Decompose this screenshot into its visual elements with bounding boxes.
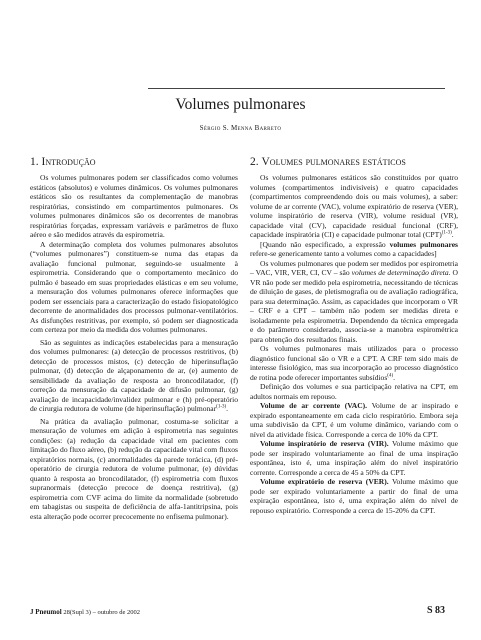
right-column	[250, 156, 458, 515]
paragraph-text: Os volumes pulmonares que podem ser medidos por espirometria – VAC, VIR, VER, CI, CV – são	[250, 258, 458, 277]
section-heading-introduction	[30, 156, 238, 169]
italic-term: volumes de determinação direta	[351, 268, 449, 277]
definition-term: Volume de ar corrente (VAC).	[260, 401, 368, 410]
definition-term: Volume expiratório de reserva (VER).	[260, 477, 389, 486]
section-heading-static-volumes	[250, 156, 458, 169]
emphasis-term: volumes pulmonares	[389, 239, 458, 249]
paragraph-text: São as seguintes as indicações estabelecidas para a mensuração dos volumes pulmonares: (a) detecção de processos restritivos, (b) detecção de processos mistos, (c) detecção de hiperinsuflação pulmonar, (d) detecção de alçaponamento de ar, (e) aumento de sensibilidade da avaliação de resposta ao broncodilatador, (f) correção da mensuração da capacidade de difusão pulmonar, (g) avaliação de incapacidade/invalidez pulmonar e (h) pré-operatório de cirurgia redutora de volume (de hiperinsuflação) pulmonar	[30, 337, 238, 413]
definition-text: Volume máximo que pode ser inspirado voluntariamente ao final de uma inspiração espontânea, isto é, uma inspiração além do nível inspiratório corrente. Corresponde a cerca de 45 a 50% da CPT.	[250, 439, 458, 477]
footer-citation	[30, 608, 140, 616]
paragraph: Na prática da avaliação pulmonar, costuma-se solicitar a mensuração de volumes em adição à espirometria nas seguintes condições: (a) redução da capacidade vital em pacientes com limitação do fluxo aéreo, (b) redução da capacidade vital com fluxos expiratórios normais, (c) anormalidades da parede torácica, (d) pré-operatório de cirurgia redutora de volume pulmonar, (e) dúvidas quanto à resposta ao broncodilatador, (f) espirometria com fluxos supranormais (detecção precoce de doença restritiva), (g) espirometria com CVF acima do limite da normalidade (sobretudo em tabagistas ou suspeita de deficiência de alfa-1antitripsina, pois esta alteração pode ocorrer precocemente no enfisema pulmonar).	[30, 416, 238, 521]
paragraph	[250, 259, 458, 345]
paragraph-text: . O VR não pode ser medido pela espirometria, necessitando de técnicas de diluição de gases, de pletismografia ou de avaliação radiográfica, para sua determinação. Assim, as capacidades que incorporam o VR – CRF e a CPT – também não podem ser medidas direta e isoladamente pela espirometria. Dependendo da técnica empregada e do parâmetro considerado, associa-se a manobra espirométrica para obtenção dos resultados finais.	[250, 268, 458, 344]
paragraph	[250, 240, 458, 259]
paragraph	[250, 173, 458, 240]
section-title: Volumes pulmonares estáticos	[261, 156, 406, 168]
definition-text: Volume de ar inspirado e expirado espontaneamente em cada ciclo respiratório. Embora seja uma subdivisão da CPT, é um volume dinâmico, variando com o nível da atividade física. Corresponde a cerca de 10% da CPT.	[250, 401, 458, 439]
definition-term: Volume inspiratório de reserva (VIR).	[260, 439, 389, 448]
article-author: Sérgio S. Menna Barreto	[199, 124, 282, 132]
journal-issue: 28(Supl 3) – outubro de 2002	[63, 609, 141, 616]
section-number: 2.	[250, 156, 259, 168]
paragraph-end: .	[226, 404, 229, 413]
paragraph: Definição dos volumes e sua participação relativa na CPT, em adultos normais em repouso.	[250, 382, 458, 401]
paragraph-text: [Quando não especificado, a expressão	[260, 239, 390, 249]
section-title: Introdução	[41, 156, 96, 168]
paragraph-text: refere-se genericamente tanto a volumes como a capacidades]	[250, 249, 437, 258]
paragraph-end: .	[451, 230, 454, 239]
paragraph: A determinação completa dos volumes pulmonares absolutos (“volumes pulmonares”) constituem-se numa das etapas da avaliação funcional pulmonar, seguindo-se usualmente à espirometria. Considerando que o comportamento mecânico do pulmão é baseado em suas propriedades elásticas e em seu volume, a mensuração dos volumes pulmonares oferece informações que podem ser essenciais para a caracterização do estado fisiopatológico decorrente de anormalidades dos processos pulmonar-ventilatórios. As disfunções restritivas, por exemplo, só podem ser diagnosticada com certeza por meio da medida dos volumes pulmonares.	[30, 239, 238, 334]
article-title: Volumes pulmonares	[175, 96, 306, 113]
citation-ref: (1-3)	[216, 404, 227, 410]
section-number: 1.	[30, 156, 39, 168]
title-rule	[148, 88, 445, 89]
paragraph-text: Os volumes pulmonares estáticos são constituídos por quatro volumes (compartimentos indivisíveis) e quatro capacidades (compartimentos compreendendo dois ou mais volumes), a saber: volume de ar corrente (VAC), volume expiratório de reserva (VER), volume inspiratório de reserva (VIR), volume residual (VR), capacidade vital (CV), capacidade residual funcional (CRF), capacidade inspiratória (CI) e capacidade pulmonar total (CPT)	[250, 173, 458, 239]
left-column	[30, 156, 238, 521]
paragraph-end: .	[393, 372, 396, 382]
definition-text: Volume máximo que pode ser expirado voluntariamente a partir do final de uma expiração espontânea, isto é, uma expiração além do nível de repouso expiratório. Corresponde a cerca de 15-20% da CPT.	[250, 477, 458, 515]
paragraph	[30, 338, 238, 414]
definition-paragraph	[250, 477, 458, 515]
paragraph-text: Os volumes pulmonares mais utilizados para o processo diagnóstico funcional são o VR e a CPT. A CRF tem sido mais de interesse fisiológico, mas sua incorporação ao processo diagnóstico de rotina pode oferecer importantes subsídios	[250, 344, 458, 382]
paragraph	[250, 344, 458, 382]
paragraph: Os volumes pulmonares podem ser classificados como volumes estáticos (absolutos) e volumes dinâmicos. Os volumes pulmonares estáticos são os resultantes da complementação de manobras respiratórias, consistindo em compartimentos pulmonares. Os volumes pulmonares dinâmicos são os decorrentes de manobras respiratórias forçadas, expressam variáveis e parâmetros de fluxo aéreo e são medidos através da espirometria.	[30, 173, 238, 239]
definition-paragraph	[250, 401, 458, 439]
definition-paragraph	[250, 439, 458, 477]
citation-ref: (1-3)	[441, 230, 452, 236]
page-number: S 83	[426, 605, 445, 616]
citation-ref: (4)	[387, 372, 394, 378]
journal-name: J Pneumol	[30, 608, 62, 616]
